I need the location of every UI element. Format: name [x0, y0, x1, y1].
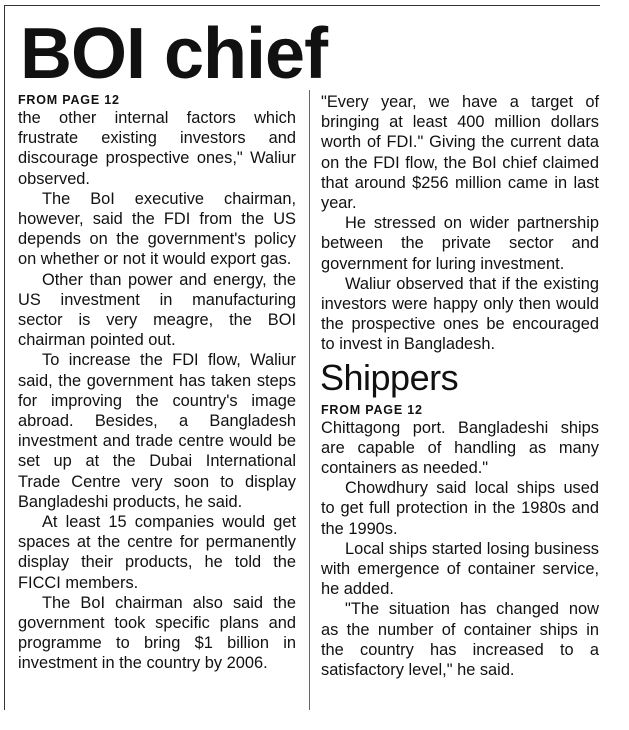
- headline-shippers: Shippers: [320, 356, 459, 398]
- boi-chief-paragraph: the other internal factors which frustrate existing investors and discourage prospective ones," Waliur observed.: [18, 109, 296, 188]
- shippers-paragraph: Chowdhury said local ships used to get full protection in the 1980s and the 1990s.: [321, 479, 599, 538]
- headline-boi-chief: BOI chief: [20, 14, 328, 94]
- column-left: [18, 93, 296, 674]
- boi-chief-paragraph: Other than power and energy, the US investment in manufacturing sector is very meagre, the BOI chairman pointed out.: [18, 270, 296, 350]
- column-right: [321, 92, 599, 680]
- shippers-paragraph: Chittagong port. Bangladeshi ships are capable of handling as many containers as needed.": [321, 418, 599, 478]
- top-border-rule: [4, 5, 600, 6]
- boi-chief-paragraph: At least 15 companies would get spaces at the centre for permanently display their products, he told the FICCI members.: [18, 513, 296, 592]
- boi-chief-paragraph: Waliur observed that if the existing investors were happy only then would the prospective ones be encouraged to invest in Bangladesh.: [321, 274, 599, 354]
- boi-chief-paragraph: The BoI chairman also said the government took specific plans and programme to bring $1 billion in investment in the country by 2006.: [18, 593, 296, 673]
- shippers-paragraph: Local ships started losing business with emergence of container service, he added.: [321, 539, 599, 599]
- boi-chief-paragraph: The BoI executive chairman, however, said the FDI from the US depends on the government's policy on whether or not it would export gas.: [18, 189, 296, 269]
- shippers-jump-line: FROM PAGE 12: [321, 402, 423, 417]
- boi-chief-paragraph: "Every year, we have a target of bringing at least 400 million dollars worth of FDI." Giving the current data on the FDI flow, the BoI chief claimed that around $256 million came in last year.: [321, 93, 599, 213]
- left-border-rule: [4, 5, 5, 710]
- boi-chief-paragraph: To increase the FDI flow, Waliur said, the government has taken steps for improving the country's image abroad. Besides, a Bangladesh investment and trade centre would be set up at the Dubai International Trade Centre very soon to display Bangladeshi products, he said.: [18, 351, 296, 511]
- column-divider: [309, 90, 310, 710]
- shippers-paragraph: "The situation has changed now as the number of container ships in the country has increased to a satisfactory level," he said.: [321, 600, 599, 680]
- boi-chief-jump-line: FROM PAGE 12: [18, 93, 120, 107]
- boi-chief-paragraph: He stressed on wider partnership between the private sector and government for luring investment.: [321, 214, 599, 273]
